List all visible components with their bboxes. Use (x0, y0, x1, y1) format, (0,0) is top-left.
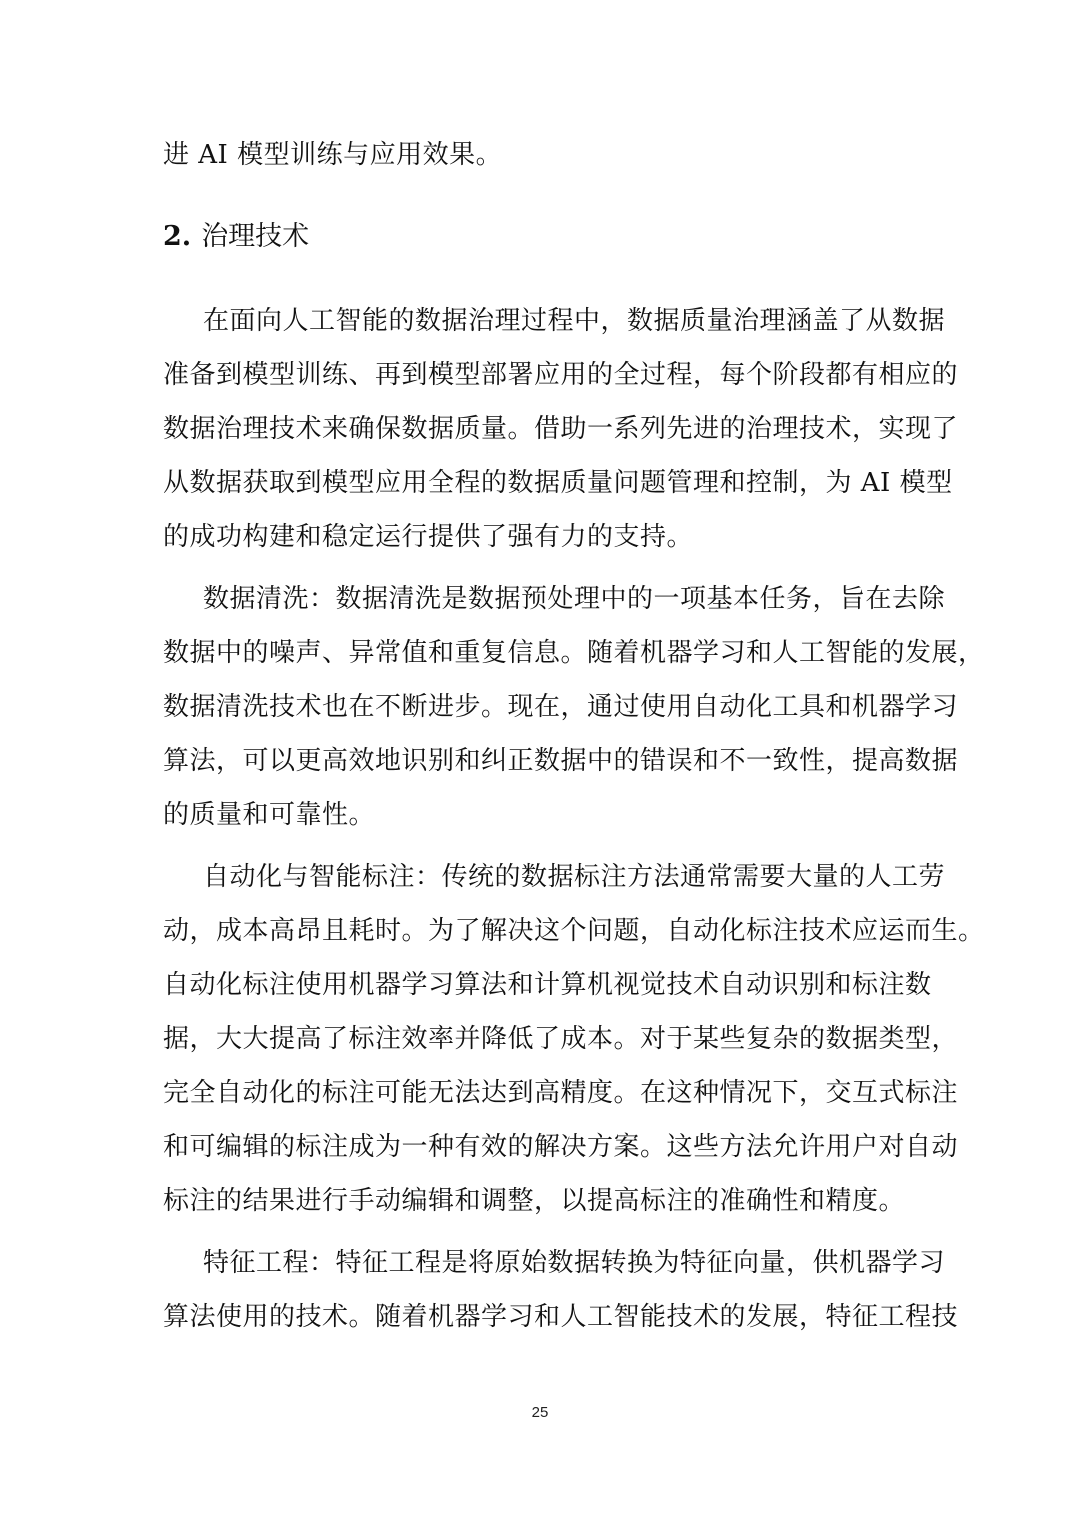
paragraph-line: 的质量和可靠性。 (163, 800, 376, 830)
section-number: 2. (163, 221, 192, 252)
page-content (163, 128, 985, 1344)
section-title: 治理技术 (201, 221, 310, 252)
paragraph-smart-labeling (163, 850, 985, 1228)
paragraph-line: 数据清洗技术也在不断进步。现在，通过使用自动化工具和机器学习 (163, 692, 959, 722)
paragraph-data-cleaning (163, 572, 985, 842)
paragraph-line: 自动化标注使用机器学习算法和计算机视觉技术自动识别和标注数 (163, 970, 932, 1000)
paragraph-line: 在面向人工智能的数据治理过程中，数据质量治理涵盖了从数据 (203, 306, 946, 336)
paragraph-line: 从数据获取到模型应用全程的数据质量问题管理和控制，为 AI 模型 (163, 468, 953, 498)
paragraph-governance-intro (163, 294, 959, 564)
paragraph-line: 和可编辑的标注成为一种有效的解决方案。这些方法允许用户对自动 (163, 1132, 959, 1162)
paragraph-line: 动，成本高昂且耗时。为了解决这个问题，自动化标注技术应运而生。 (163, 916, 985, 946)
paragraph-line: 数据中的噪声、异常值和重复信息。随着机器学习和人工智能的发展， (163, 638, 985, 668)
paragraph-line: 标注的结果进行手动编辑和调整，以提高标注的准确性和精度。 (163, 1186, 906, 1216)
paragraph-line: 据，大大提高了标注效率并降低了成本。对于某些复杂的数据类型， (163, 1024, 959, 1054)
paragraph-line: 数据治理技术来确保数据质量。借助一系列先进的治理技术，实现了 (163, 414, 959, 444)
paragraph-line: 算法，可以更高效地识别和纠正数据中的错误和不一致性，提高数据 (163, 746, 959, 776)
section-heading (163, 210, 919, 264)
intro-line: 进 AI 模型训练与应用效果。 (163, 140, 503, 170)
paragraph-line: 的成功构建和稳定运行提供了强有力的支持。 (163, 522, 694, 552)
paragraph-line: 自动化与智能标注：传统的数据标注方法通常需要大量的人工劳 (203, 862, 946, 892)
paragraph-line: 数据清洗：数据清洗是数据预处理中的一项基本任务，旨在去除 (203, 584, 946, 614)
paragraph-line: 特征工程：特征工程是将原始数据转换为特征向量，供机器学习 (203, 1248, 946, 1278)
page-number: 25 (531, 1404, 549, 1421)
paragraph-line: 准备到模型训练、再到模型部署应用的全过程，每个阶段都有相应的 (163, 360, 959, 390)
paragraph-line: 算法使用的技术。随着机器学习和人工智能技术的发展，特征工程技 (163, 1302, 959, 1332)
paragraph-feature-engineering (163, 1236, 959, 1344)
paragraph-line: 完全自动化的标注可能无法达到高精度。在这种情况下，交互式标注 (163, 1078, 959, 1108)
